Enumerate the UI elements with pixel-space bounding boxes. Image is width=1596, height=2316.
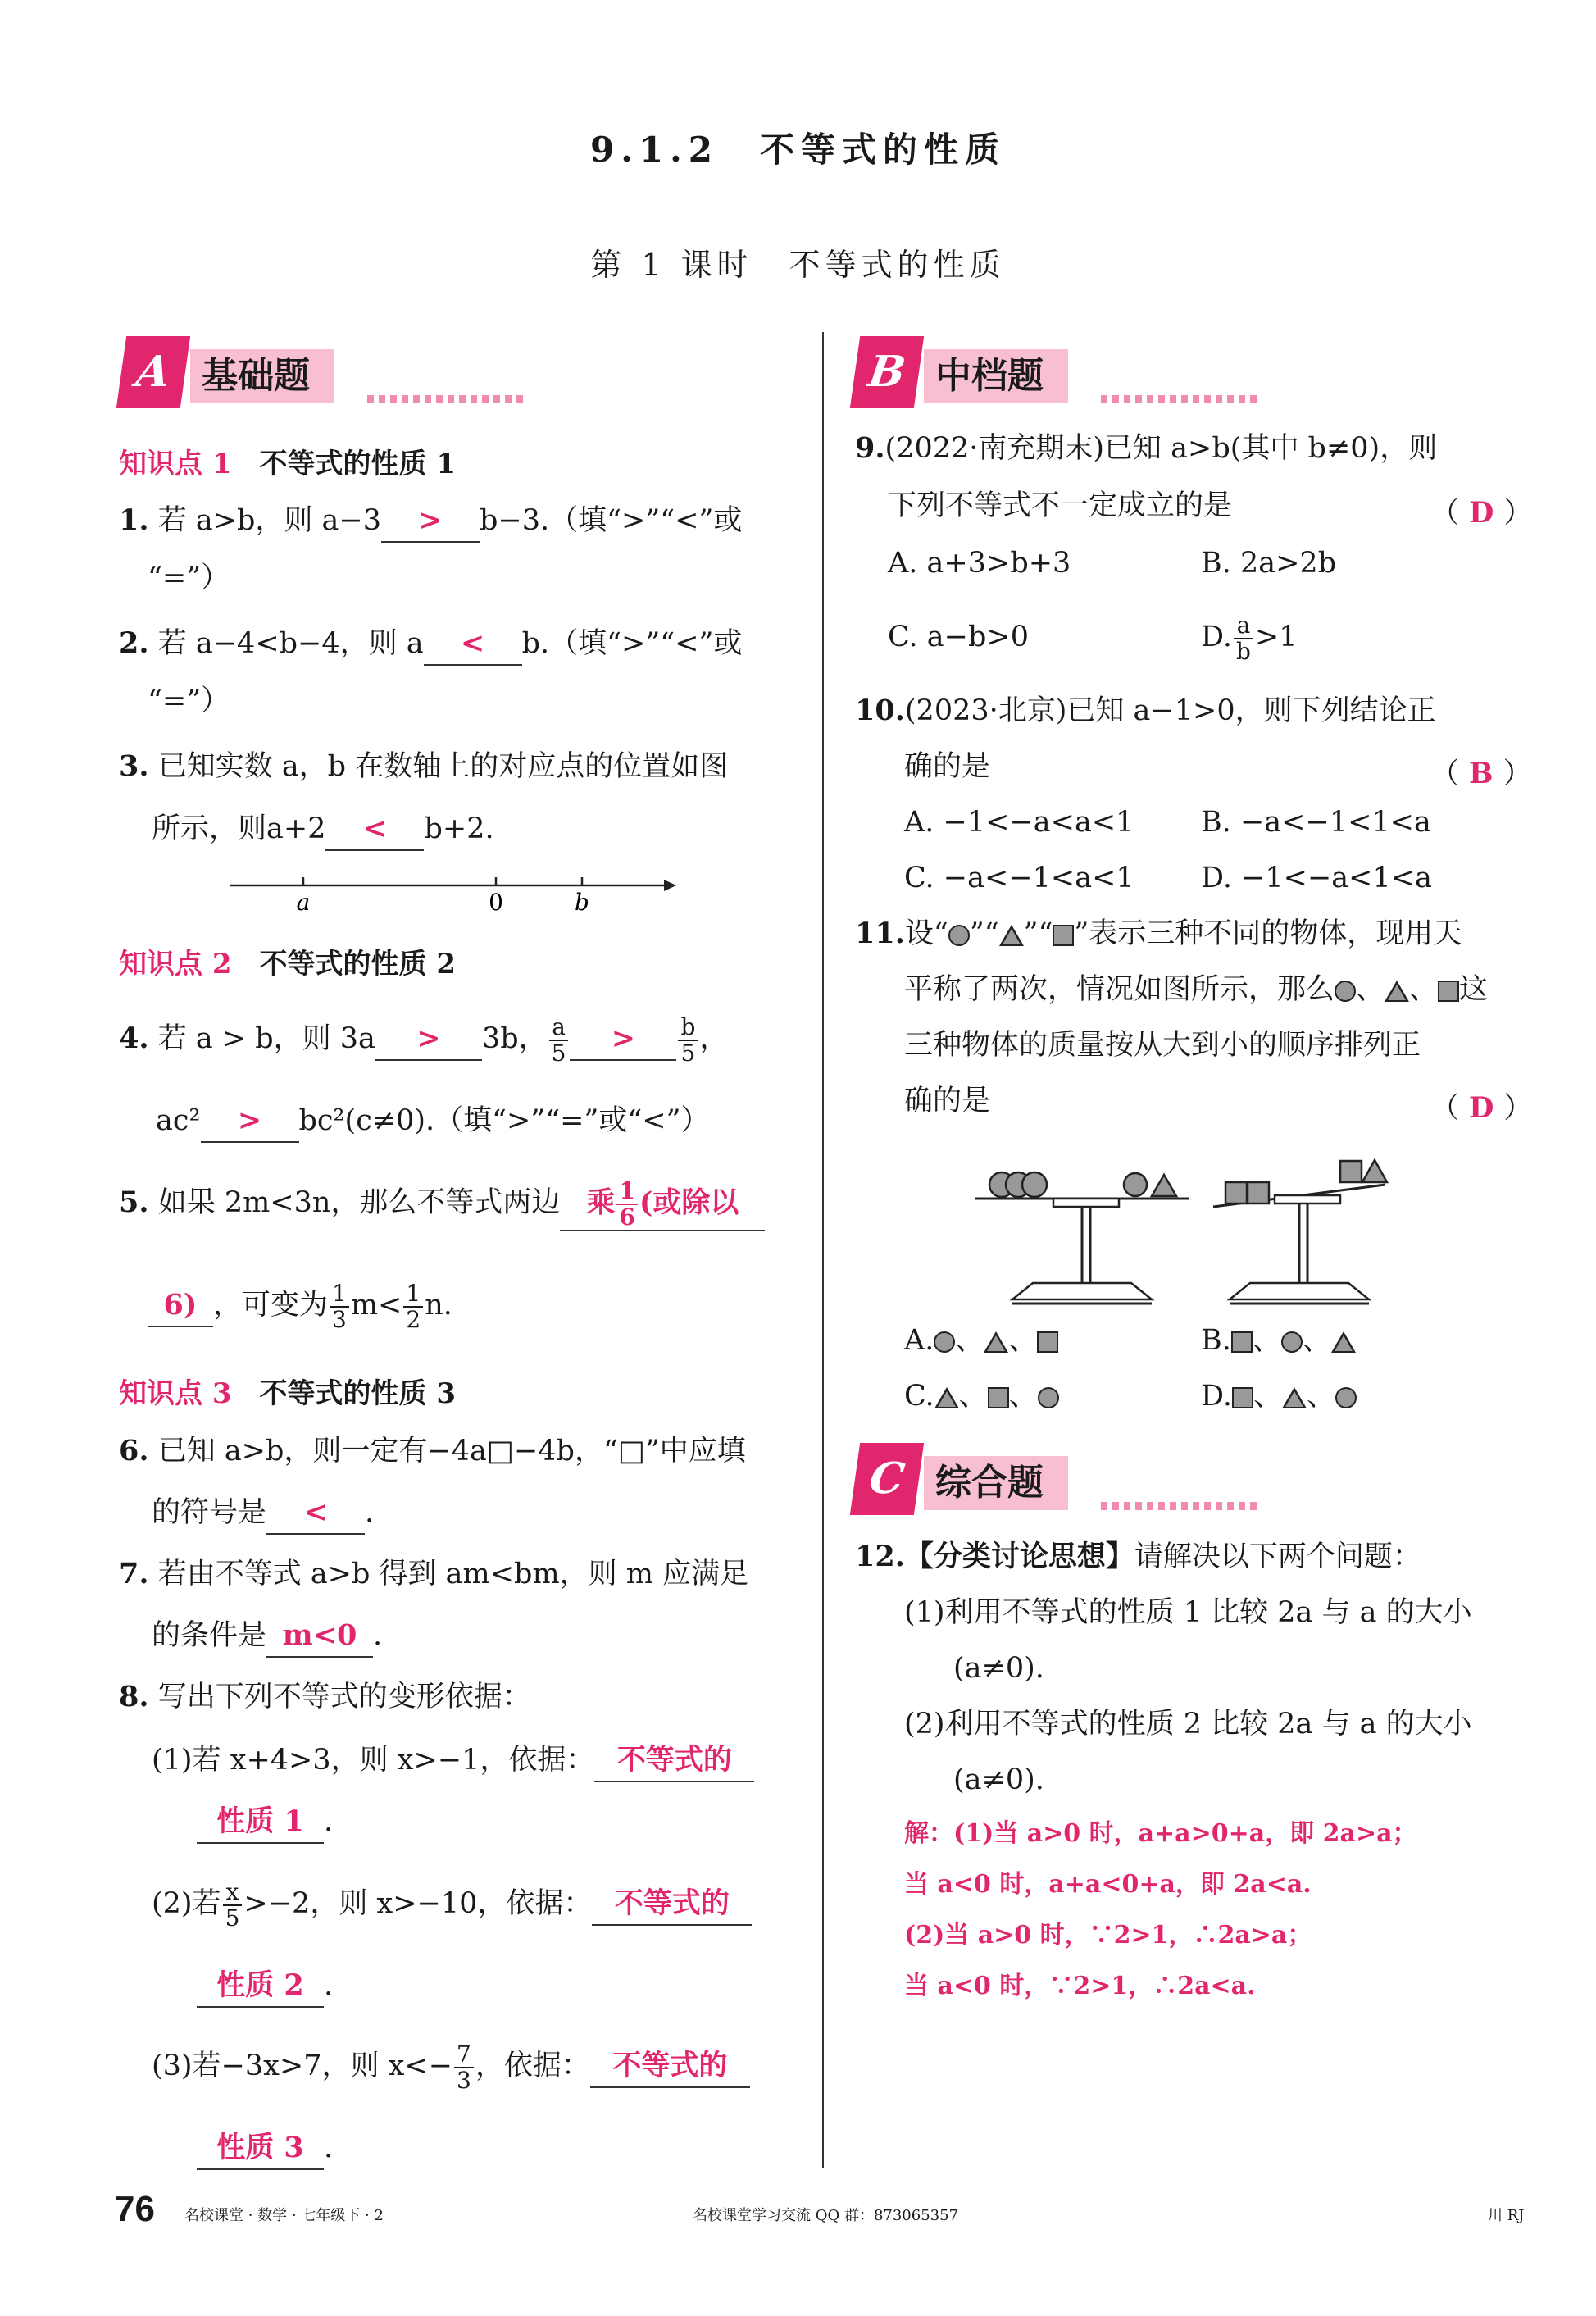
frac-den: 3 bbox=[332, 1305, 347, 1333]
q-num: 11. bbox=[855, 917, 905, 950]
answer-blank: 不等式的 bbox=[590, 2045, 750, 2088]
axis-label-a: a bbox=[296, 889, 311, 916]
q-text: >1 bbox=[1254, 621, 1298, 653]
q-num: 6. bbox=[119, 1434, 149, 1467]
q-text: m< bbox=[350, 1289, 402, 1322]
fraction bbox=[223, 1877, 243, 1932]
q-text: 请解决以下两个问题： bbox=[1134, 1540, 1421, 1573]
knowledge-point-3 bbox=[119, 1371, 456, 1411]
q-text: n. bbox=[425, 1289, 452, 1322]
banner-stripe bbox=[367, 395, 523, 403]
question-1-line2: “=”） bbox=[148, 562, 230, 594]
q-text: 如果 2m<3n，那么不等式两边 bbox=[157, 1186, 561, 1219]
q-text: 若 a > b，则 3a bbox=[157, 1022, 375, 1055]
question-6 bbox=[119, 1421, 746, 1481]
q-text: 、 bbox=[1409, 973, 1439, 1006]
triangle-icon bbox=[934, 1387, 959, 1408]
question-11-line2 bbox=[904, 959, 1488, 1020]
section-b-label: 中档题 bbox=[924, 349, 1068, 403]
question-12-sub1-line2: (a≠0). bbox=[953, 1652, 1044, 1685]
q-text: b−3.（填“>”“<”或 bbox=[480, 504, 743, 537]
answer-blank: 性质 1 bbox=[197, 1801, 324, 1844]
answer: D bbox=[1469, 496, 1494, 530]
q-text: 这 bbox=[1459, 973, 1489, 1006]
option-9a: A. a+3>b+3 bbox=[888, 547, 1071, 580]
frac-num: 7 bbox=[454, 2042, 474, 2068]
q-text: 3b， bbox=[481, 1022, 548, 1055]
fraction bbox=[1234, 613, 1253, 664]
option-11c: C. 、 、 bbox=[904, 1366, 1059, 1426]
q-text: bc²(c≠0).（填“>”“=”或“<”） bbox=[298, 1104, 710, 1137]
q-text: D. bbox=[1201, 1380, 1232, 1413]
fraction bbox=[403, 1281, 423, 1332]
q-text: 的条件是 bbox=[152, 1619, 267, 1652]
section-c-label: 综合题 bbox=[924, 1456, 1068, 1510]
option-9b: B. 2a>2b bbox=[1201, 547, 1337, 580]
fraction bbox=[616, 1176, 637, 1231]
solution-line-3: (2)当 a>0 时，∵2>1，∴2a>a； bbox=[904, 1921, 1312, 1950]
q-text: 设“ bbox=[904, 917, 948, 950]
page-number: 76 bbox=[115, 2189, 155, 2229]
axis-label-0: 0 bbox=[489, 889, 503, 916]
option-11d: D. 、 、 bbox=[1201, 1366, 1357, 1426]
answer-blank: 不等式的 bbox=[592, 1883, 752, 1926]
answer-blank bbox=[560, 1176, 765, 1231]
question-8-sub2 bbox=[152, 1873, 752, 1934]
question-12-sub2: (2)利用不等式的性质 2 比较 2a 与 a 的大小 bbox=[904, 1708, 1472, 1740]
circle-icon bbox=[1335, 1387, 1357, 1408]
q-text: (3)若−3x>7，则 x<− bbox=[152, 2050, 453, 2082]
q-tag: 【分类讨论思想】 bbox=[904, 1540, 1134, 1573]
answer: B bbox=[1469, 757, 1494, 790]
frac-num: x bbox=[223, 1880, 243, 1906]
square-icon bbox=[1438, 981, 1459, 1002]
answer-blank: < bbox=[325, 808, 424, 851]
q-num: 2. bbox=[119, 626, 149, 660]
q-text: 已知实数 a，b 在数轴上的对应点的位置如图 bbox=[157, 750, 729, 783]
frac-num: b bbox=[678, 1015, 698, 1041]
square-icon bbox=[1053, 925, 1074, 946]
number-line bbox=[221, 869, 689, 918]
q-text: ”“ bbox=[1023, 917, 1053, 950]
frac-den: 6 bbox=[619, 1203, 635, 1231]
frac-den: 3 bbox=[457, 2066, 471, 2094]
section-a-letter: A bbox=[116, 336, 190, 408]
q-text: C. bbox=[904, 1380, 934, 1413]
q-num: 12. bbox=[855, 1540, 905, 1573]
q-text: ac² bbox=[156, 1104, 201, 1137]
answer-blank: 不等式的 bbox=[594, 1740, 754, 1782]
question-5-line2 bbox=[148, 1275, 452, 1335]
fraction bbox=[549, 1012, 569, 1067]
answer-blank: 6) bbox=[148, 1285, 213, 1327]
answer: D bbox=[1469, 1091, 1494, 1125]
triangle-icon bbox=[1385, 981, 1409, 1002]
q-text: 所示，则a+2 bbox=[152, 812, 326, 845]
square-icon bbox=[988, 1387, 1009, 1408]
answer-paren-9: （ D ） bbox=[1430, 496, 1533, 530]
q-num: 9. bbox=[855, 431, 885, 465]
section-a-label: 基础题 bbox=[190, 349, 334, 403]
solution-line-1: 解：(1)当 a>0 时，a+a>0+a，即 2a>a； bbox=[904, 1819, 1417, 1848]
answer-paren-10: （ B ） bbox=[1430, 757, 1532, 790]
option-9c: C. a−b>0 bbox=[888, 621, 1029, 653]
option-11a: A. 、 、 bbox=[904, 1310, 1058, 1371]
question-11-line4: 确的是 bbox=[904, 1085, 991, 1117]
question-9-line2: 下列不等式不一定成立的是 bbox=[888, 489, 1233, 522]
question-8-sub2-line2: 性质 2 . bbox=[197, 1955, 333, 2016]
balance-scale-2 bbox=[1213, 1160, 1387, 1304]
section-b-banner bbox=[855, 336, 1265, 418]
q-text: D. bbox=[1201, 621, 1232, 653]
q-text: b+2. bbox=[424, 812, 494, 845]
question-8-sub1-line2: 性质 1 . bbox=[197, 1791, 333, 1852]
question-3 bbox=[119, 736, 728, 797]
question-10-line2: 确的是 bbox=[904, 750, 991, 783]
q-text: 若 a>b，则 a−3 bbox=[157, 504, 381, 537]
fraction bbox=[330, 1281, 349, 1332]
section-b-letter: B bbox=[850, 336, 924, 408]
answer-blank: > bbox=[570, 1018, 676, 1061]
frac-num: a bbox=[1234, 613, 1253, 639]
footer-edition: 川 RJ bbox=[1488, 2207, 1525, 2224]
solution-line-4: 当 a<0 时，∵2>1，∴2a<a. bbox=[904, 1972, 1256, 2000]
solution-line-2: 当 a<0 时，a+a<0+a，即 2a<a. bbox=[904, 1870, 1312, 1899]
triangle-icon bbox=[1282, 1387, 1307, 1408]
q-text: 平称了两次，情况如图所示，那么 bbox=[904, 973, 1335, 1006]
q-num: 3. bbox=[119, 749, 149, 783]
option-10a: A. −1<−a<a<1 bbox=[904, 806, 1134, 839]
axis-label-b: b bbox=[575, 889, 589, 916]
answer-blank: m<0 bbox=[266, 1615, 373, 1658]
answer-blank: > bbox=[201, 1100, 299, 1143]
banner-stripe bbox=[1101, 1502, 1257, 1510]
q-num: 1. bbox=[119, 503, 149, 537]
question-7 bbox=[119, 1544, 748, 1604]
question-12-sub1: (1)利用不等式的性质 1 比较 2a 与 a 的大小 bbox=[904, 1596, 1472, 1629]
question-11 bbox=[855, 903, 1462, 964]
section-title: 9.1.2 不等式的性质 bbox=[590, 130, 1006, 170]
circle-icon bbox=[1281, 1331, 1303, 1353]
option-11b: B. 、 、 bbox=[1201, 1310, 1356, 1371]
q-text: (1)若 x+4>3，则 x>−1，依据： bbox=[152, 1744, 595, 1777]
frac-den: 2 bbox=[406, 1305, 421, 1333]
option-10b: B. −a<−1<1<a bbox=[1201, 806, 1431, 839]
q-text: ，可变为 bbox=[213, 1289, 329, 1322]
frac-den: 5 bbox=[225, 1904, 240, 1932]
knowledge-point-1 bbox=[119, 441, 456, 481]
q-text: (2)若 bbox=[152, 1887, 221, 1920]
question-8-sub3-line2: 性质 3 . bbox=[197, 2118, 333, 2178]
frac-num: a bbox=[549, 1015, 569, 1041]
q-text: >−2，则 x>−10，依据： bbox=[243, 1887, 593, 1920]
question-7-line2: 的条件是 m<0 . bbox=[152, 1605, 382, 1666]
question-4: 4. 若 a > b，则 3a > 3b， $\frac{a}{5}$ > $\frac{b}{5}$ ， bbox=[119, 1012, 729, 1067]
answer-blank: > bbox=[375, 1018, 482, 1061]
option-10c: C. −a<−1<a<1 bbox=[904, 862, 1134, 894]
question-6-line2: 的符号是 < . bbox=[152, 1482, 374, 1543]
q-text: (2023·北京)已知 a−1>0，则下列结论正 bbox=[904, 694, 1436, 727]
question-8-sub3 bbox=[152, 2036, 750, 2096]
balance-scales-figure bbox=[967, 1148, 1426, 1312]
kp-num: 知识点 3 bbox=[119, 1377, 232, 1410]
q-text: ，依据： bbox=[475, 2050, 590, 2082]
triangle-icon bbox=[999, 925, 1024, 946]
answer-text: (或除以 bbox=[639, 1185, 739, 1219]
q-text: ”表示三种不同的物体，现用天 bbox=[1074, 917, 1462, 950]
frac-den: 5 bbox=[551, 1039, 566, 1067]
answer-blank: < bbox=[424, 623, 522, 666]
question-2-line2: “=”） bbox=[148, 685, 230, 717]
question-9 bbox=[855, 418, 1437, 479]
fraction bbox=[454, 2042, 474, 2093]
q-text: 若由不等式 a>b 得到 am<bm，则 m 应满足 bbox=[157, 1558, 749, 1590]
q-text: 的符号是 bbox=[152, 1496, 267, 1529]
answer-blank: < bbox=[266, 1492, 365, 1535]
circle-icon bbox=[1335, 981, 1356, 1002]
q-text: 已知 a>b，则一定有−4a□−4b，“□”中应填 bbox=[157, 1435, 746, 1467]
option-10d: D. −1<−a<1<a bbox=[1201, 862, 1432, 894]
option-9d bbox=[1201, 607, 1298, 667]
question-8-sub1 bbox=[152, 1730, 754, 1790]
answer-blank: 性质 3 bbox=[197, 2127, 324, 2170]
q-text: B. bbox=[1201, 1324, 1231, 1357]
kp-title: 不等式的性质 2 bbox=[259, 948, 456, 981]
frac-num: 1 bbox=[616, 1179, 637, 1205]
question-4-line2 bbox=[156, 1090, 710, 1151]
q-num: 7. bbox=[119, 1557, 149, 1590]
banner-stripe bbox=[1101, 395, 1257, 403]
frac-num: 1 bbox=[330, 1281, 349, 1308]
q-text: 写出下列不等式的变形依据： bbox=[157, 1681, 531, 1713]
q-text: 若 a−4<b−4，则 a bbox=[157, 627, 424, 660]
kp-title: 不等式的性质 1 bbox=[259, 448, 456, 480]
q-text: ”“ bbox=[969, 917, 999, 950]
answer-blank: 性质 2 bbox=[197, 1965, 324, 2008]
question-2 bbox=[119, 613, 742, 674]
answer-text: 乘 bbox=[586, 1185, 616, 1219]
triangle-icon bbox=[984, 1331, 1008, 1353]
circle-icon bbox=[934, 1331, 955, 1353]
circle-icon bbox=[1038, 1387, 1059, 1408]
lesson-subtitle: 第 1 课时 不等式的性质 bbox=[590, 247, 1006, 283]
balance-scale-1 bbox=[975, 1172, 1189, 1304]
kp-num: 知识点 1 bbox=[119, 448, 232, 480]
question-12-sub2-line2: (a≠0). bbox=[953, 1763, 1044, 1796]
question-3-line2 bbox=[152, 799, 494, 859]
section-c-letter: C bbox=[850, 1443, 924, 1515]
q-text: (2022·南充期末)已知 a>b(其中 b≠0)，则 bbox=[884, 432, 1438, 465]
square-icon bbox=[1232, 1387, 1253, 1408]
circle-icon bbox=[948, 925, 970, 946]
square-icon bbox=[1231, 1331, 1253, 1353]
q-text: b.（填“>”“<”或 bbox=[521, 627, 743, 660]
section-c-banner bbox=[855, 1443, 1265, 1525]
question-12 bbox=[855, 1527, 1421, 1587]
q-text: A. bbox=[904, 1324, 934, 1357]
footer-book-info: 名校课堂 · 数学 · 七年级下 · 2 bbox=[184, 2207, 384, 2224]
frac-den: b bbox=[1235, 637, 1251, 665]
question-5 bbox=[119, 1172, 765, 1233]
triangle-icon bbox=[1331, 1331, 1356, 1353]
question-11-line3: 三种物体的质量按从大到小的顺序排列正 bbox=[904, 1029, 1421, 1062]
answer-paren-11: （ D ） bbox=[1430, 1091, 1533, 1125]
q-num: 5. bbox=[119, 1185, 149, 1219]
question-1 bbox=[119, 490, 742, 551]
footer-qq-group: 名校课堂学习交流 QQ 群：873065357 bbox=[693, 2207, 959, 2224]
kp-title: 不等式的性质 3 bbox=[259, 1377, 456, 1410]
q-num: 4. bbox=[119, 1021, 149, 1055]
knowledge-point-2 bbox=[119, 941, 456, 981]
question-8 bbox=[119, 1667, 531, 1727]
q-num: 10. bbox=[855, 694, 905, 727]
answer-blank: > bbox=[381, 500, 480, 543]
question-10 bbox=[855, 680, 1436, 741]
q-num: 8. bbox=[119, 1680, 149, 1713]
section-a-banner bbox=[121, 336, 531, 418]
column-divider bbox=[822, 332, 824, 2168]
kp-num: 知识点 2 bbox=[119, 948, 232, 981]
q-text: 、 bbox=[1356, 973, 1385, 1006]
fraction bbox=[678, 1012, 698, 1067]
square-icon bbox=[1037, 1331, 1058, 1353]
frac-den: 5 bbox=[680, 1039, 696, 1067]
frac-num: 1 bbox=[403, 1281, 423, 1308]
